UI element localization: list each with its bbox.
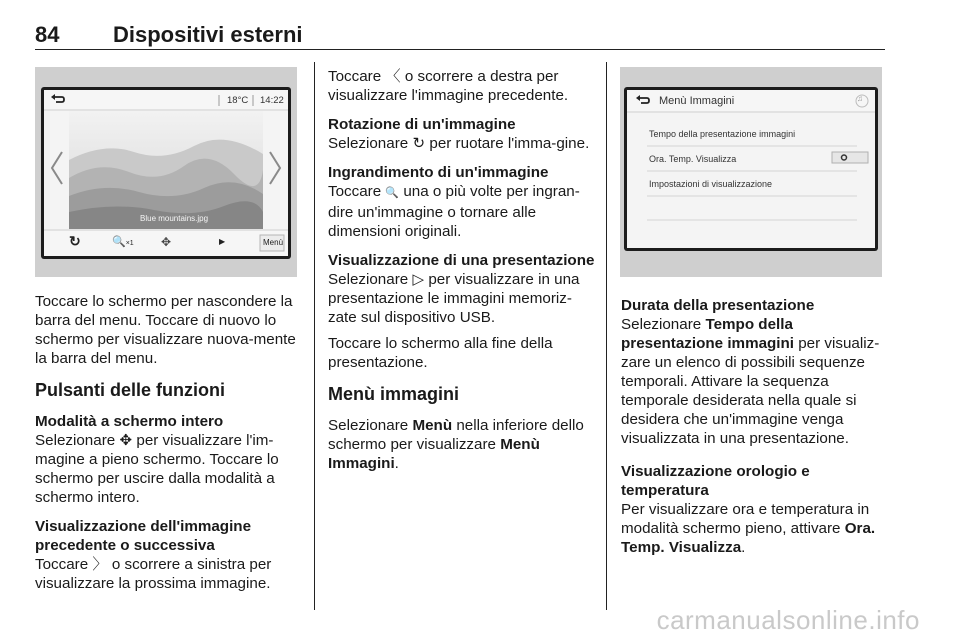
next-image-chevron-icon[interactable] (268, 150, 282, 186)
fullscreen-icon[interactable]: ✥ (161, 235, 172, 249)
text-run: . (741, 539, 746, 556)
screenshot-figure-slideshow (35, 67, 297, 277)
ui-term: Ora. Temp. Visualizza (621, 520, 876, 556)
play-slideshow-icon[interactable]: ▶ (219, 237, 226, 246)
section-heading-functions: Pulsanti delle funzioni (35, 380, 226, 400)
zoom-icon: 🔍 (385, 187, 400, 199)
temperature-readout: 18°C (227, 95, 249, 106)
text-run: o scorrere a sinistra per visualizzare la prossima immagine. (35, 556, 272, 592)
text-run: Toccare (328, 183, 386, 200)
subheading-rotate: Rotazione di un'immagine (328, 116, 516, 133)
column-1 (35, 292, 305, 593)
column-divider (606, 62, 607, 610)
text-run: per visualizzare l'im-magine a pieno schermo. Toccare lo schermo per uscire dalla modalità a schermo intero. (35, 432, 279, 506)
back-arrow-icon[interactable] (635, 95, 651, 107)
zoom-level: ×1 (125, 240, 134, 247)
paragraph-next (35, 555, 305, 593)
text-run: Per visualizzare ora e temperatura in modalità schermo pieno, attivare (621, 501, 870, 537)
column-3 (621, 296, 889, 557)
section-heading-image-menu: Menù immagini (328, 384, 460, 404)
menu-item-clock-temp-display[interactable]: Ora. Temp. Visualizza (649, 154, 737, 164)
subheading-slideshow: Visualizzazione di una presentazione (328, 252, 595, 269)
column-divider (314, 62, 315, 610)
paragraph-zoom (328, 182, 596, 241)
text-run: per visualizzare in una presentazione le immagini memoriz-zate sul dispositivo USB. (328, 271, 580, 326)
subheading-duration: Durata della presentazione (621, 297, 815, 314)
chevron-left-icon: 〈 (385, 68, 401, 85)
text-run: per ruotare l'imma-gine. (425, 135, 590, 152)
clock-readout: 14:22 (260, 95, 284, 106)
text-run: o scorrere a destra per visualizzare l'immagine precedente. (328, 68, 569, 104)
text-run: Toccare (328, 68, 386, 85)
text-run: Selezionare (35, 432, 120, 449)
paragraph-fullscreen (35, 431, 305, 507)
chevron-right-icon: 〉 (92, 556, 108, 573)
menu-title: Menù Immagini (659, 95, 735, 107)
text-run: Selezionare (328, 135, 413, 152)
paragraph-image-menu (328, 416, 596, 473)
fullscreen-icon: ✥ (119, 432, 133, 449)
subheading-clock: Visualizzazione orologio e temperatura (621, 463, 810, 499)
page-number: 84 (35, 22, 60, 47)
screen-canvas (44, 90, 288, 256)
text-run: Toccare (35, 556, 93, 573)
menu-screen-canvas (627, 90, 875, 248)
menu-button[interactable]: Menù (263, 238, 284, 247)
paragraph-slideshow (328, 270, 596, 327)
paragraph-duration (621, 315, 889, 448)
ui-term: Tempo della presentazione immagini (621, 316, 795, 352)
text-run: Selezionare (621, 316, 706, 333)
ui-term: Menù (412, 417, 453, 434)
infotainment-screen (627, 90, 875, 248)
text-run: per visualiz-zare un elenco di possibili sequenze temporali. Attivare la sequenza temporale desiderata nella quale si desidera che un'immagine venga visualizzata in una presentazione. (621, 335, 880, 447)
subheading-prev-next: Visualizzazione dell'immagine precedente o successiva (35, 518, 252, 554)
paragraph-rotate (328, 134, 596, 153)
paragraph-slideshow-end: Toccare lo schermo alla fine della presentazione. (328, 335, 553, 371)
back-arrow-icon[interactable] (50, 94, 66, 106)
paragraph-clock (621, 500, 889, 557)
text-run: una o più volte per ingran-dire un'immagine o tornare alle dimensioni originali. (328, 183, 580, 240)
text-run: nella inferiore dello schermo per visualizzare (328, 417, 584, 453)
screenshot-figure-menu (620, 67, 882, 277)
menu-item-slideshow-time[interactable]: Tempo della presentazione immagini (649, 129, 796, 139)
paragraph-hide-menu: Toccare lo schermo per nascondere la barra del menu. Toccare di nuovo lo schermo per visualizzare nuova-mente la barra del menu. (35, 293, 296, 367)
text-run: Selezionare (328, 417, 413, 434)
rotate-icon[interactable]: ↻ (69, 233, 81, 249)
column-2 (328, 67, 596, 473)
subheading-zoom: Ingrandimento di un'immagine (328, 164, 549, 181)
text-run: . (394, 455, 399, 472)
ui-term: Menù Immagini (328, 436, 540, 472)
watermark: carmanualsonline.info (656, 605, 920, 635)
rotate-icon: ↻ (412, 135, 426, 152)
page-title: Dispositivi esterni (113, 22, 303, 47)
slideshow-icon: ▷ (412, 271, 425, 288)
text-run: Selezionare (328, 271, 413, 288)
paragraph-previous (328, 67, 596, 105)
menu-item-display-settings[interactable]: Impostazioni di visualizzazione (649, 179, 773, 189)
image-caption: Blue mountains.jpg (140, 214, 209, 223)
previous-image-chevron-icon[interactable] (50, 150, 64, 186)
header-rule (35, 49, 885, 50)
infotainment-screen (44, 90, 288, 256)
zoom-button[interactable] (112, 235, 134, 248)
music-note-icon: ♫ (857, 94, 863, 103)
subheading-fullscreen: Modalità a schermo intero (35, 413, 224, 430)
zoom-icon: 🔍 (112, 236, 126, 248)
